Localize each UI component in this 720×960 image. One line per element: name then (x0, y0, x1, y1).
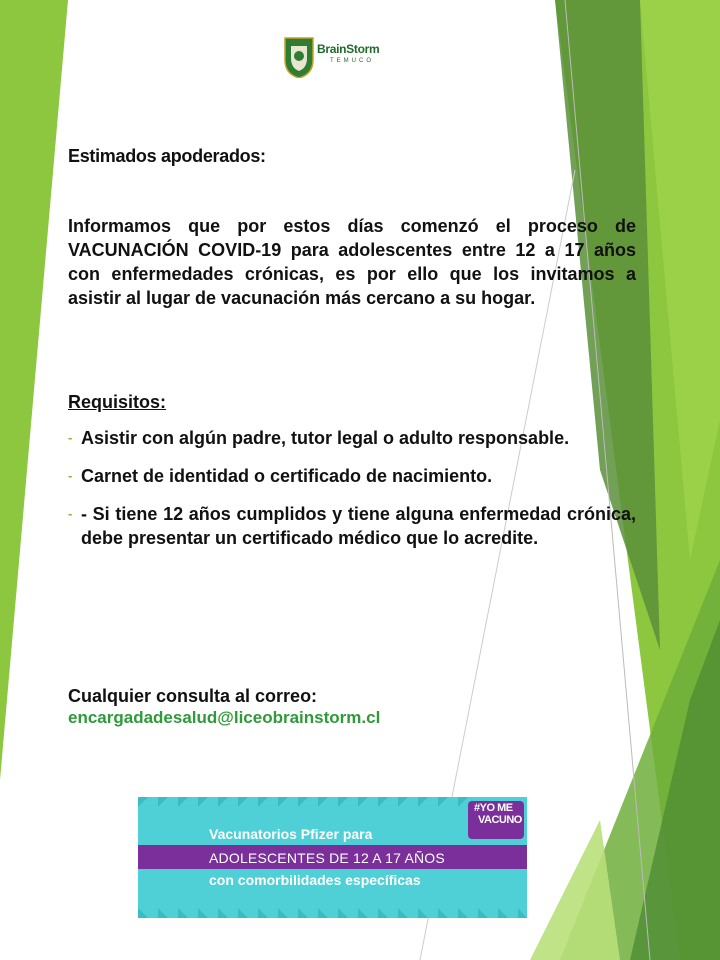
intro-paragraph: Informamos que por estos días comenzó el proceso de VACUNACIÓN COVID-19 para adolescentes entre 12 a 17 años con enfermedades crónicas, es por ello que los invitamos a asistir al lugar de vacunación más cercano a su hogar. (68, 216, 636, 308)
contact-email-link[interactable]: encargadadesalud@liceobrainstorm.cl (68, 708, 381, 727)
requirements-list (68, 426, 636, 564)
left-green-wedge (0, 0, 68, 780)
school-logo (283, 34, 383, 78)
bullet-dash: - (68, 468, 73, 483)
bullet-dash: - (68, 430, 73, 445)
banner-line-2: ADOLESCENTES DE 12 A 17 AÑOS (209, 850, 445, 866)
contact-label: Cualquier consulta al correo: (68, 686, 318, 706)
greeting: Estimados apoderados: (68, 146, 266, 166)
banner-line-3: con comorbilidades específicas (209, 872, 421, 888)
requirements-title: Requisitos: (68, 392, 167, 412)
banner-line-1: Vacunatorios Pfizer para (209, 826, 373, 842)
requirement-item (68, 464, 636, 488)
requirement-text: Carnet de identidad o certificado de nacimiento. (81, 466, 493, 486)
bottom-light-wedge (530, 820, 620, 960)
requirement-item (68, 426, 636, 450)
requirement-text: - Si tiene 12 años cumplidos y tiene alguna enfermedad crónica, debe presentar un certificado médico que lo acredite. (81, 504, 636, 548)
badge-line-2: VACUNO (478, 814, 522, 826)
logo-subtitle: TEMUCO (330, 58, 374, 64)
requirement-text: Asistir con algún padre, tutor legal o adulto responsable. (81, 428, 570, 448)
bullet-dash: - (68, 506, 73, 521)
logo-wordmark: BrainStorm (317, 42, 380, 56)
badge-line-1: #YO ME (474, 802, 513, 814)
requirement-item (68, 502, 636, 550)
